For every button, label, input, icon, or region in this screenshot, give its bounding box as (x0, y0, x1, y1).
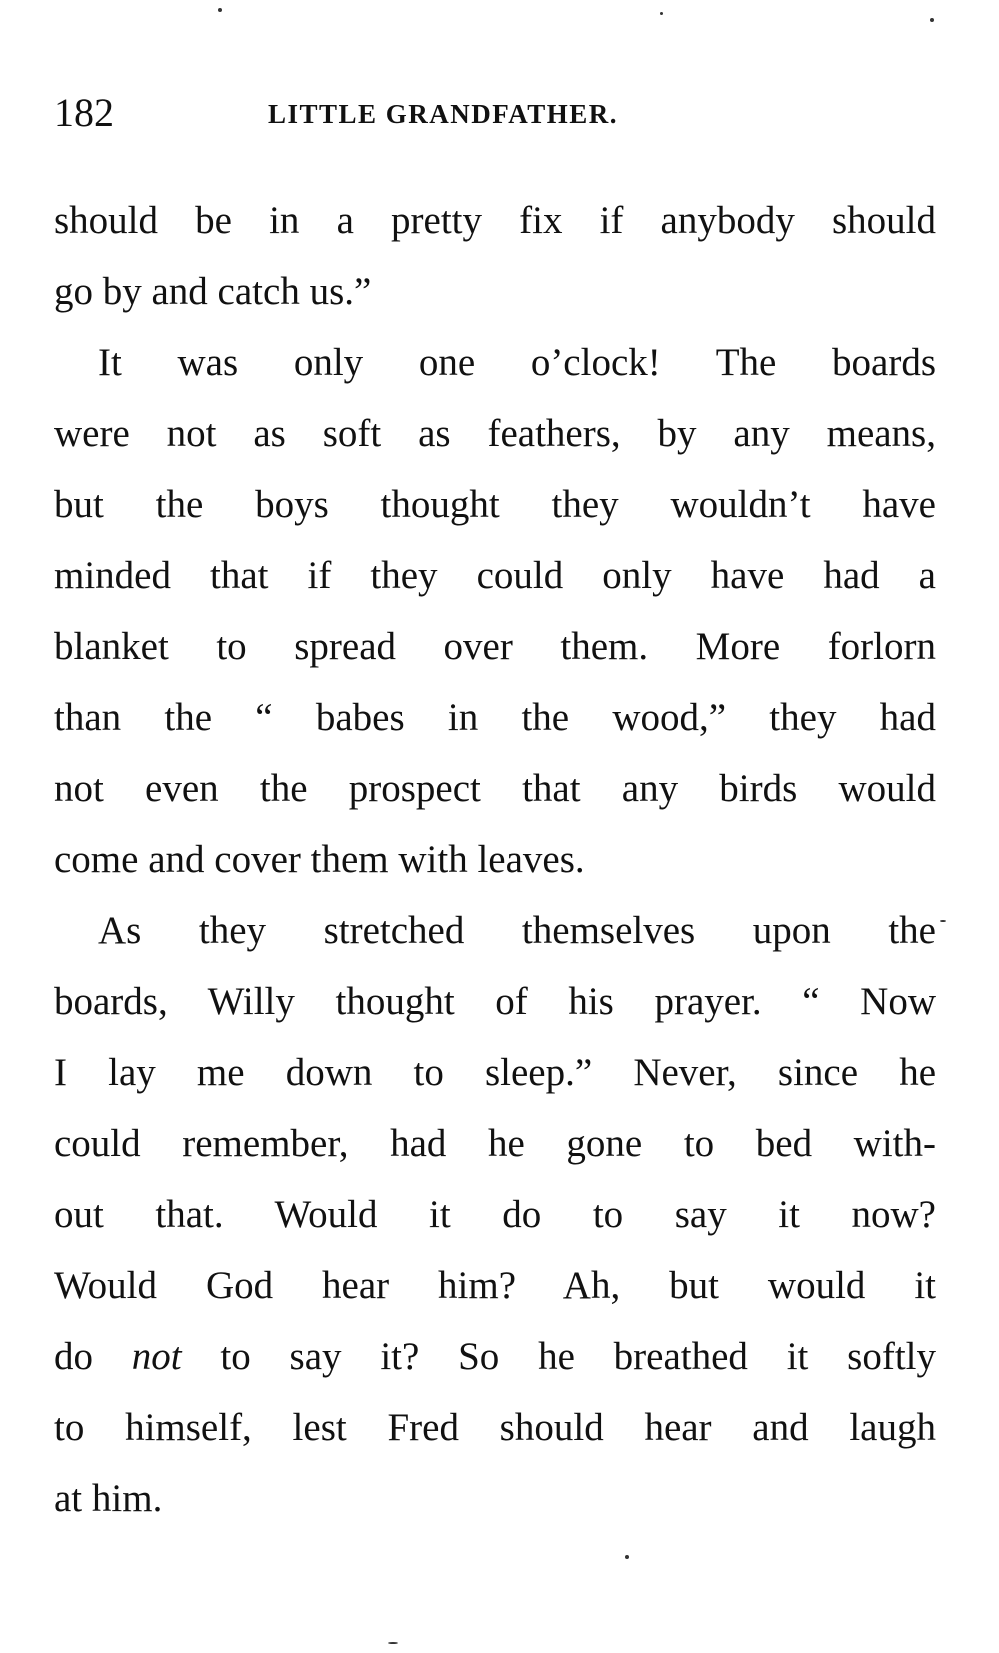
text-line: minded that if they could only have had a (54, 554, 936, 597)
text-line: blanket to spread over them. More forlorn (54, 625, 936, 668)
text-line: come and cover them with leaves. (54, 838, 585, 881)
text-line: out that. Would it do to say it now? (54, 1193, 936, 1236)
text-line: Would God hear him? Ah, but would it (54, 1264, 936, 1307)
text-line: not even the prospect that any birds would (54, 767, 936, 810)
text-line: should be in a pretty fix if anybody should (54, 199, 936, 242)
text-line: than the “ babes in the wood,” they had (54, 696, 936, 739)
scan-speck (218, 8, 222, 12)
scan-speck (388, 1642, 398, 1644)
text-line: boards, Willy thought of his prayer. “ Now (54, 980, 936, 1023)
text-line-with-italic (54, 1321, 936, 1392)
scan-speck (930, 18, 934, 22)
text-line: at him. (54, 1477, 163, 1520)
italic-word: not (131, 1335, 182, 1378)
text-line: could remember, had he gone to bed with- (54, 1122, 936, 1165)
text-segment: to say it? So he breathed it softly (181, 1335, 936, 1378)
text-segment: do (54, 1335, 132, 1378)
text-line-paragraph-start: It was only one o’clock! The boards (98, 341, 936, 384)
page-number: 182 (54, 90, 114, 135)
body-text (54, 185, 936, 1534)
text-line: go by and catch us.” (54, 270, 372, 313)
text-line: to himself, lest Fred should hear and laugh (54, 1406, 936, 1449)
text-line: were not as soft as feathers, by any means, (54, 412, 936, 455)
scan-speck (660, 12, 663, 15)
scan-speck (625, 1555, 629, 1559)
running-head (54, 88, 934, 138)
text-line-paragraph-start: As they stretched themselves upon the (98, 909, 936, 952)
scan-speck (940, 920, 946, 922)
text-line: but the boys thought they wouldn’t have (54, 483, 936, 526)
text-line: I lay me down to sleep.” Never, since he (54, 1051, 936, 1094)
running-title: LITTLE GRANDFATHER. (268, 99, 619, 129)
